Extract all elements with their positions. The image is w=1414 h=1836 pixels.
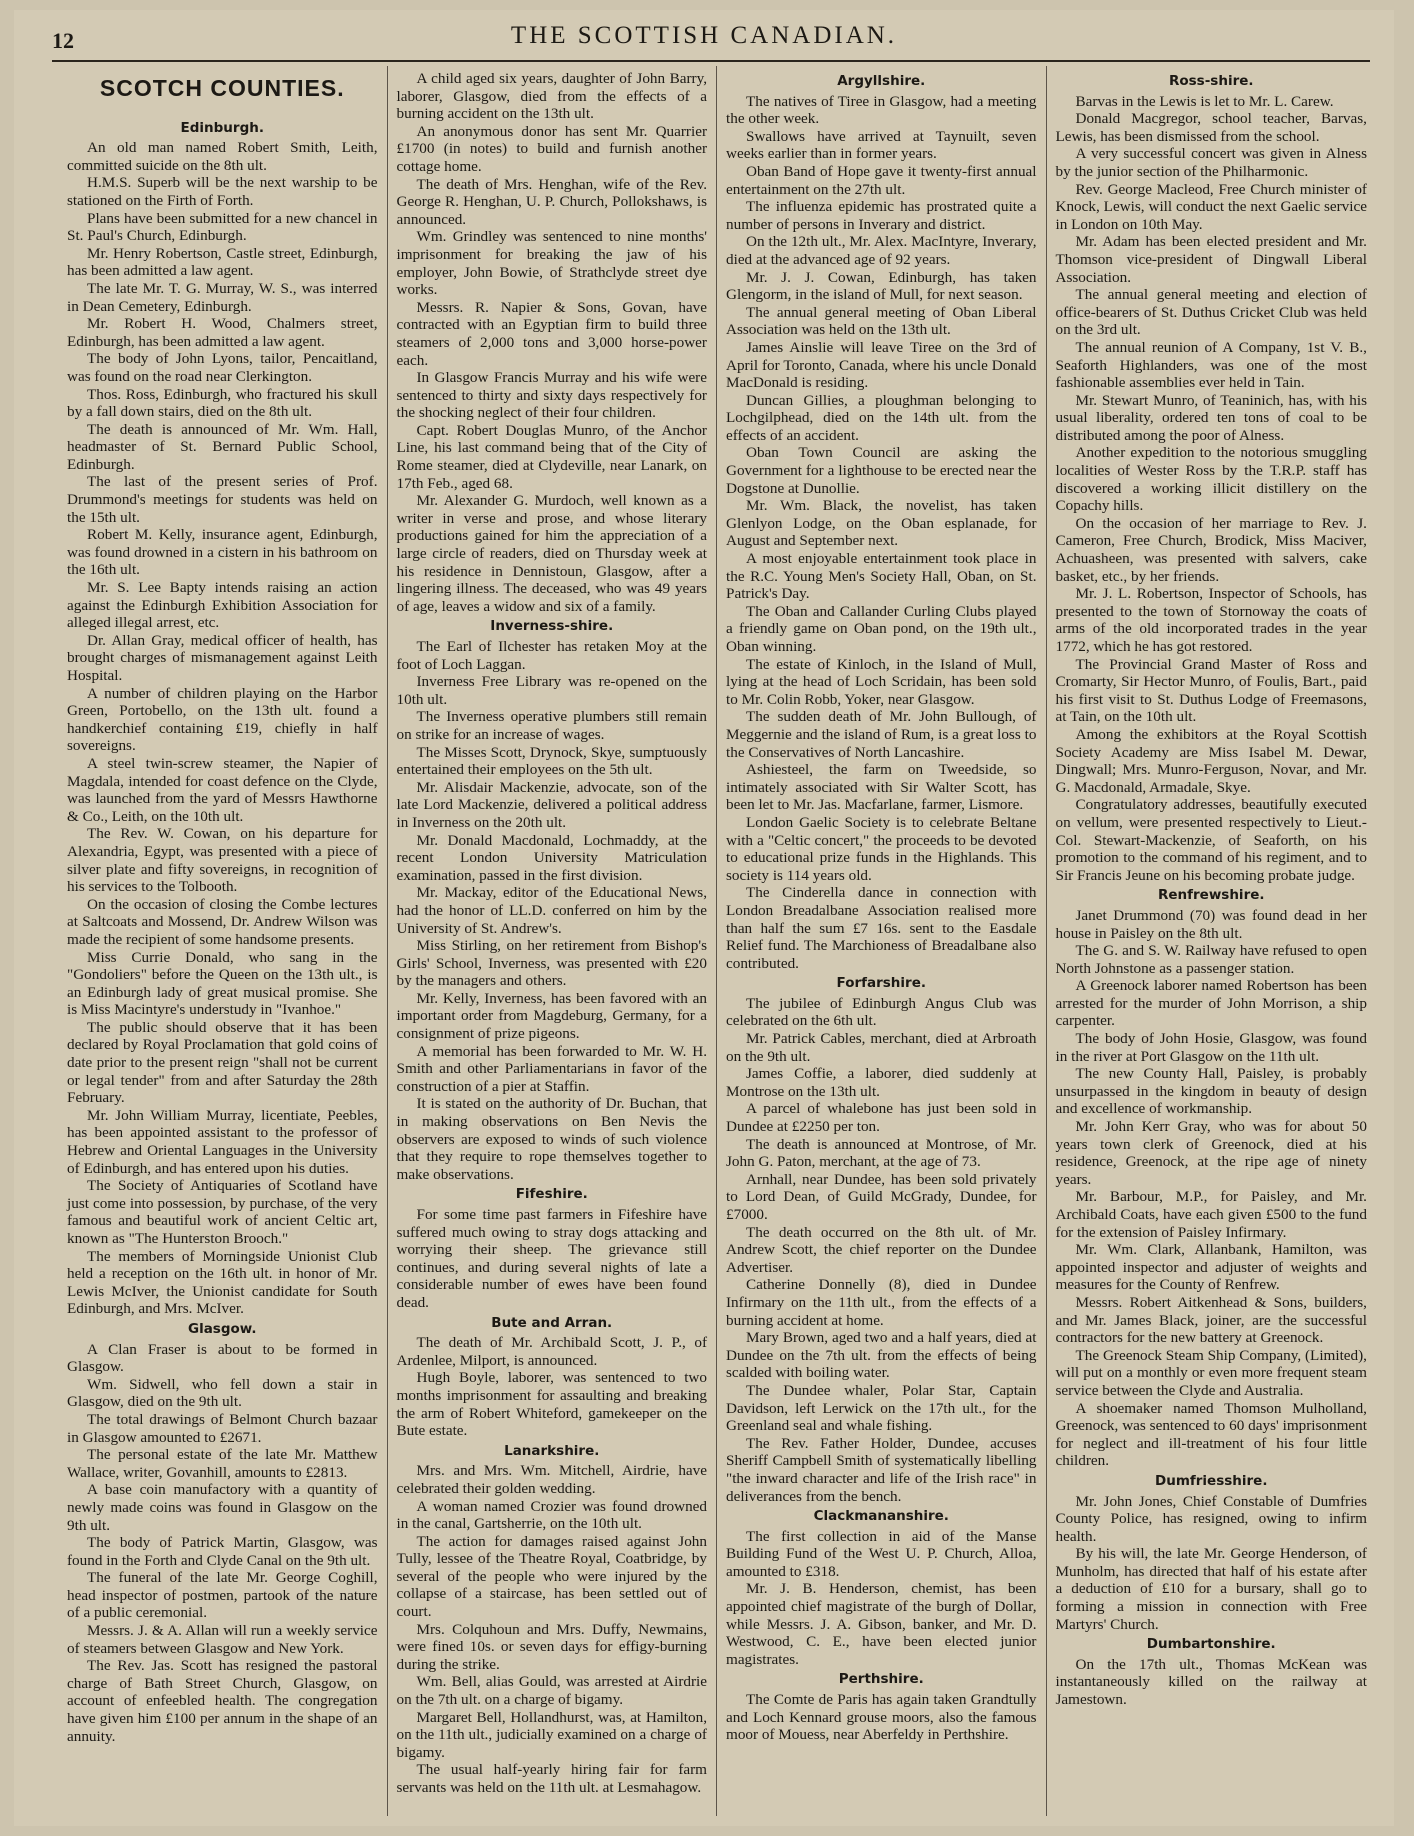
- news-item: James Ainslie will leave Tiree on the 3rd of April for Toronto, Canada, where his uncle Donald MacDonald is residing.: [726, 338, 1037, 392]
- news-item: Wm. Sidwell, who fell down a stair in Glasgow, died on the 9th ult.: [67, 1375, 378, 1411]
- news-item: Mrs. Colquhoun and Mrs. Duffy, Newmains, were fined 10s. or seven days for effigy-burning during the strike.: [396, 1620, 707, 1673]
- news-item: The Earl of Ilchester has retaken Moy at the foot of Loch Laggan.: [396, 638, 707, 673]
- news-item: Arnhall, near Dundee, has been sold privately to Lord Dean, of Guild McGrady, Dundee, for £7000.: [726, 1170, 1037, 1223]
- news-item: Mr. Alexander G. Murdoch, well known as a writer in verse and prose, and whose literary productions gained for him the appreciation of a large circle of readers, died on Thursday week at his residence in Dennistoun, Glasgow, after a lingering illness. The deceased, who was 49 years of age, leaves a widow and six of a family.: [396, 492, 707, 615]
- news-item: The Comte de Paris has again taken Grandtully and Loch Kennard grouse moors, also the famous moor of Mouess, near Aberfeldy in Perthshire.: [726, 1691, 1037, 1744]
- news-item: On the occasion of her marriage to Rev. J. Cameron, Free Church, Brodick, Miss Maciver, Achuasheen, was presented with salvers, cake basket, etc., by her friends.: [1055, 514, 1367, 585]
- news-item: The new County Hall, Paisley, is probably unsurpassed in the kingdom in beauty of design and excellence of workmanship.: [1055, 1065, 1367, 1118]
- news-item: London Gaelic Society is to celebrate Beltane with a "Celtic concert," the proceeds to be devoted to educational prize funds in the Highlands. This society is 114 years old.: [726, 813, 1037, 884]
- news-item: Catherine Donnelly (8), died in Dundee Infirmary on the 11th ult., from the effects of a burning accident at home.: [726, 1276, 1037, 1329]
- county-heading: Inverness-shire.: [490, 618, 614, 635]
- news-item: Plans have been submitted for a new chancel in St. Paul's Church, Edinburgh.: [67, 209, 378, 245]
- news-item: The G. and S. W. Railway have refused to open North Johnstone as a passenger station.: [1055, 942, 1367, 977]
- news-item: On the occasion of closing the Combe lectures at Saltcoats and Mossend, Dr. Andrew Wilson was made the recipient of some handsome presents.: [67, 895, 378, 948]
- news-item: Janet Drummond (70) was found dead in her house in Paisley on the 8th ult.: [1055, 906, 1367, 942]
- county-heading: Ross-shire.: [1168, 73, 1254, 89]
- news-item: The public should observe that it has been declared by Royal Proclamation that gold coins of date prior to the present reign "shall not be current or legal tender" from and after Saturday the 28th February.: [67, 1018, 378, 1107]
- masthead-rule: [52, 60, 1370, 62]
- page-number: 12: [52, 28, 74, 53]
- news-item: The funeral of the late Mr. George Coghill, head inspector of postmen, partook of the nature of a public ceremonial.: [67, 1569, 378, 1622]
- news-item: The annual general meeting of Oban Liberal Association was held on the 13th ult.: [726, 303, 1037, 339]
- county-heading: Renfrewshire.: [1157, 887, 1265, 904]
- news-item: The jubilee of Edinburgh Angus Club was celebrated on the 6th ult.: [726, 994, 1037, 1030]
- newspaper-title: THE SCOTTISH CANADIAN.: [510, 22, 898, 49]
- news-item: A shoemaker named Thomson Mulholland, Greenock, was sentenced to 60 days' imprisonment for neglect and ill-treatment of his four little children.: [1055, 1399, 1367, 1470]
- news-item: Messrs. Robert Aitkenhead & Sons, builders, and Mr. James Black, joiner, are the successful contractors for the new battery at Greenock.: [1055, 1293, 1367, 1347]
- news-item: Congratulatory addresses, beautifully executed on vellum, were presented respectively to Lieut.-Col. Stewart-Mackenzie, of Seaforth, on his promotion to the command of his regiment, and to Sir Francis Jeune on his becoming probate judge.: [1055, 796, 1367, 884]
- news-item: Barvas in the Lewis is let to Mr. L. Carew.: [1075, 92, 1334, 110]
- news-item: Dr. Allan Gray, medical officer of health, has brought charges of mismanagement against Leith Hospital.: [67, 631, 378, 684]
- news-item: The death occurred on the 8th ult. of Mr. Andrew Scott, the chief reporter on the Dundee Advertiser.: [726, 1223, 1037, 1276]
- news-item: A Greenock laborer named Robertson has been arrested for the murder of John Morrison, a ship carpenter.: [1055, 977, 1367, 1030]
- news-item: The sudden death of Mr. John Bullough, of Meggernie and the island of Rum, is a great loss to the Conservatives of North Lancashire.: [726, 708, 1037, 761]
- news-item: Margaret Bell, Hollandhurst, was, at Hamilton, on the 11th ult., judicially examined on a charge of bigamy.: [396, 1708, 707, 1761]
- news-item: The annual general meeting and election of office-bearers of St. Duthus Cricket Club was held on the 3rd ult.: [1055, 286, 1367, 339]
- news-item: For some time past farmers in Fifeshire have suffered much owing to stray dogs attacking and worrying their sheep. The grievance still continues, and during several nights of late a considerable number of ewes have been found dead.: [396, 1206, 707, 1311]
- news-item: The late Mr. T. G. Murray, W. S., was interred in Dean Cemetery, Edinburgh.: [67, 279, 378, 315]
- news-item: Oban Band of Hope gave it twenty-first annual entertainment on the 27th ult.: [726, 162, 1037, 198]
- news-item: Mr. Henry Robertson, Castle street, Edinburgh, has been admitted a law agent.: [67, 244, 378, 280]
- news-item: A most enjoyable entertainment took place in the R.C. Young Men's Society Hall, Oban, on St. Patrick's Day.: [726, 550, 1037, 603]
- news-item: Another expedition to the notorious smuggling localities of Wester Ross by the T.R.P. staff has discovered a working illicit distillery on the Copachy hills.: [1055, 444, 1367, 515]
- news-item: A steel twin-screw steamer, the Napier of Magdala, intended for coast defence on the Clyde, was launched from the yard of Messrs Hawthorne & Co., Leith, on the 10th ult.: [67, 754, 378, 825]
- news-item: The Greenock Steam Ship Company, (Limited), will put on a monthly or even more frequent steam service between the Clyde and Australia.: [1055, 1346, 1367, 1399]
- news-item: Mr. Kelly, Inverness, has been favored with an important order from Magdeburg, Germany, for a consignment of prize pigeons.: [396, 989, 707, 1043]
- news-item: Mr. John William Murray, licentiate, Peebles, has been appointed assistant to the professor of Hebrew and Oriental Languages in the University of Edinburgh, and has entered upon his duties.: [67, 1106, 378, 1177]
- news-item: An anonymous donor has sent Mr. Quarrier £1700 (in notes) to build and furnish another cottage home.: [396, 122, 707, 175]
- news-item: In Glasgow Francis Murray and his wife were sentenced to thirty and sixty days respectively for the shocking neglect of their four children.: [396, 369, 707, 422]
- county-heading: Argyllshire.: [837, 73, 926, 89]
- news-item: Mr. J. B. Henderson, chemist, has been appointed chief magistrate of the burgh of Dollar, while Messrs. J. A. Gibson, banker, and Mr. D. Westwood, C. E., have been elected junior magistrates.: [726, 1580, 1037, 1668]
- news-item: Oban Town Council are asking the Government for a lighthouse to be erected near the Dogstone at Dunollie.: [726, 444, 1037, 497]
- news-item: Mary Brown, aged two and a half years, died at Dundee on the 7th ult. from the effects of being scalded with boiling water.: [726, 1329, 1037, 1382]
- news-item: Mr. Robert H. Wood, Chalmers street, Edinburgh, has been admitted a law agent.: [67, 315, 378, 350]
- news-item: Messrs. R. Napier & Sons, Govan, have contracted with an Egyptian firm to build three steamers of 2,000 tons and 3,000 horse-power each.: [396, 298, 707, 369]
- news-item: Wm. Grindley was sentenced to nine months' imprisonment for breaking the jaw of his employer, John Bowie, of Strathclyde street dye works.: [396, 228, 707, 299]
- columns: [58, 66, 1376, 1816]
- news-item: The usual half-yearly hiring fair for farm servants was held on the 11th ult. at Lesmahagow.: [396, 1761, 707, 1796]
- news-item: A number of children playing on the Harbor Green, Portobello, on the 13th ult. found a handkerchief containing £19, chiefly in half sovereigns.: [67, 684, 378, 755]
- news-item: Mr. John Kerr Gray, who was for about 50 years town clerk of Greenock, died at his residence, Greenock, at the ripe age of ninety years.: [1055, 1118, 1367, 1188]
- news-item: The natives of Tiree in Glasgow, had a meeting the other week.: [726, 92, 1037, 128]
- news-item: Mr. S. Lee Bapty intends raising an action against the Edinburgh Exhibition Association for alleged illegal arrest, etc.: [67, 579, 378, 632]
- news-item: The death of Mrs. Henghan, wife of the Rev. George R. Henghan, U. P. Church, Pollokshaws, is announced.: [396, 175, 707, 228]
- county-heading: Dumbartonshire.: [1146, 1636, 1276, 1653]
- news-item: Mr. Mackay, editor of the Educational News, had the honor of LL.D. conferred on him by the University of St. Andrew's.: [396, 884, 707, 937]
- news-item: Swallows have arrived at Taynuilt, seven weeks earlier than in former years.: [726, 127, 1037, 163]
- news-item: Hugh Boyle, laborer, was sentenced to two months imprisonment for assaulting and breaking the arm of Robert Whiteford, gamekeeper on the Bute estate.: [396, 1369, 707, 1440]
- news-item: The body of John Hosie, Glasgow, was found in the river at Port Glasgow on the 11th ult.: [1055, 1030, 1367, 1065]
- column-1: [58, 66, 388, 1816]
- news-item: The action for damages raised against John Tully, lessee of the Theatre Royal, Coatbridge, by several of the people who were injured by the collapse of a staircase, has been settled out of court.: [396, 1532, 707, 1621]
- county-heading: Glasgow.: [187, 1320, 257, 1337]
- news-item: The Rev. W. Cowan, on his departure for Alexandria, Egypt, was presented with a piece of silver plate and fifty sovereigns, in recognition of his services to the Tolbooth.: [67, 825, 378, 896]
- news-item: Thos. Ross, Edinburgh, who fractured his skull by a fall down stairs, died on the 8th ult.: [67, 385, 378, 421]
- news-item: The Society of Antiquaries of Scotland have just come into possession, by purchase, of the very famous and beautiful work of ancient Celtic art, known as "The Hunterston Brooch.": [67, 1177, 378, 1247]
- news-item: Wm. Bell, alias Gould, was arrested at Airdrie on the 7th ult. on a charge of bigamy.: [396, 1673, 707, 1709]
- news-item: Miss Currie Donald, who sang in the "Gondoliers" before the Queen on the 13th ult., is an Edinburgh lady of great musical promise. She is Miss Macintyre's understudy in "Ivanhoe.": [67, 948, 378, 1019]
- newspaper-page: [14, 10, 1394, 1826]
- news-item: A base coin manufactory with a quantity of newly made coins was found in Glasgow on the 9th ult.: [67, 1481, 378, 1534]
- news-item: A woman named Crozier was found drowned in the canal, Gartsherrie, on the 10th ult.: [396, 1497, 707, 1533]
- news-item: On the 12th ult., Mr. Alex. MacIntyre, Inverary, died at the advanced age of 92 years.: [726, 233, 1037, 268]
- news-item: A memorial has been forwarded to Mr. W. H. Smith and other Parliamentarians in favor of the construction of a pier at Staffin.: [396, 1042, 707, 1095]
- news-item: Mr. Patrick Cables, merchant, died at Arbroath on the 9th ult.: [726, 1030, 1037, 1065]
- news-item: The Cinderella dance in connection with London Breadalbane Association realised more than half the sum £7 16s. sent to the Easdale Relief fund. The Marchioness of Breadalbane also contributed.: [726, 884, 1037, 972]
- news-item: The Dundee whaler, Polar Star, Captain Davidson, left Lerwick on the 17th ult., for the Greenland seal and whale fishing.: [726, 1381, 1037, 1435]
- county-heading: Perthshire.: [838, 1671, 924, 1688]
- news-item: The annual reunion of A Company, 1st V. B., Seaforth Highlanders, was one of the most fashionable assemblies ever held in Tain.: [1055, 338, 1367, 392]
- county-heading: Forfarshire.: [836, 975, 926, 992]
- column-2: [388, 66, 718, 1816]
- county-heading: Clackmananshire.: [813, 1508, 949, 1525]
- news-item: Mr. John Jones, Chief Constable of Dumfries County Police, has resigned, owing to infirm health.: [1055, 1492, 1367, 1545]
- news-item: The death is announced at Montrose, of Mr. John G. Paton, merchant, at the age of 73.: [726, 1135, 1037, 1171]
- news-item: Mr. Barbour, M.P., for Paisley, and Mr. Archibald Coats, have each given £500 to the fund for the extension of Paisley Infirmary.: [1055, 1188, 1367, 1241]
- county-heading: Lanarkshire.: [504, 1442, 600, 1459]
- masthead: [14, 10, 1394, 62]
- news-item: It is stated on the authority of Dr. Buchan, that in making observations on Ben Nevis the observers are exposed to winds of such violence that they require to rope themselves together to make observations.: [396, 1095, 707, 1183]
- news-item: By his will, the late Mr. George Henderson, of Munholm, has directed that half of his estate after a deduction of £10 for a bursary, shall go to forming a mission in connection with Free Martyrs' Church.: [1055, 1545, 1367, 1633]
- news-item: A Clan Fraser is about to be formed in Glasgow.: [67, 1340, 378, 1376]
- news-item: The last of the present series of Prof. Drummond's meetings for students was held on the 15th ult.: [67, 473, 378, 526]
- news-item: Mr. J. J. Cowan, Edinburgh, has taken Glengorm, in the island of Mull, for next season.: [726, 268, 1037, 304]
- news-item: The influenza epidemic has prostrated quite a number of persons in Inverary and district.: [726, 198, 1037, 233]
- news-item: Mr. J. L. Robertson, Inspector of Schools, has presented to the town of Stornoway the coats of arms of the old incorporated trades in the year 1772, which he has got restored.: [1055, 585, 1367, 655]
- news-item: The body of Patrick Martin, Glasgow, was found in the Forth and Clyde Canal on the 9th ult.: [67, 1534, 378, 1569]
- news-item: The Misses Scott, Drynock, Skye, sumptuously entertained their employees on the 5th ult.: [396, 743, 707, 779]
- news-item: Donald Macgregor, school teacher, Barvas, Lewis, has been dismissed from the school.: [1055, 110, 1367, 145]
- news-item: James Coffie, a laborer, died suddenly at Montrose on the 13th ult.: [726, 1065, 1037, 1100]
- news-item: A very successful concert was given in Alness by the junior section of the Philharmonic.: [1055, 145, 1367, 180]
- news-item: The Provincial Grand Master of Ross and Cromarty, Sir Hector Munro, of Foulis, Bart., paid his first visit to St. Duthus Lodge of Freemasons, at Tain, on the 10th ult.: [1055, 655, 1367, 726]
- news-item: The death of Mr. Archibald Scott, J. P., of Ardenlee, Milport, is announced.: [396, 1334, 707, 1369]
- news-item: An old man named Robert Smith, Leith, committed suicide on the 8th ult.: [67, 139, 378, 174]
- news-item: A child aged six years, daughter of John Barry, laborer, Glasgow, died from the effects of a burning accident on the 13th ult.: [396, 70, 707, 123]
- news-item: Ashiesteel, the farm on Tweedside, so intimately associated with Sir Walter Scott, has been let to Mr. Jas. Macfarlane, farmer, Lismore.: [726, 761, 1037, 814]
- news-item: The body of John Lyons, tailor, Pencaitland, was found on the road near Clerkington.: [67, 350, 378, 385]
- news-item: The Rev. Father Holder, Dundee, accuses Sheriff Campbell Smith of systematically libelling "the inward character and life of the Irish race" in deliverances from the bench.: [726, 1434, 1037, 1505]
- news-item: Duncan Gillies, a ploughman belonging to Lochgilphead, died on the 14th ult. from the effects of an accident.: [726, 391, 1037, 444]
- news-item: Among the exhibitors at the Royal Scottish Society Academy are Miss Isabel M. Dewar, Dingwall; Mrs. Munro-Ferguson, Novar, and Mr. G. Macdonald, Armadale, Skye.: [1055, 725, 1367, 796]
- news-item: The members of Morningside Unionist Club held a reception on the 16th ult. in honor of Mr. Lewis McIver, the Unionist candidate for South Edinburgh, and Mrs. McIver.: [67, 1247, 378, 1318]
- news-item: The death is announced of Mr. Wm. Hall, headmaster of St. Bernard Public School, Edinburgh.: [67, 420, 378, 473]
- news-item: Mrs. and Mrs. Wm. Mitchell, Airdrie, have celebrated their golden wedding.: [396, 1462, 707, 1497]
- news-item: The personal estate of the late Mr. Matthew Wallace, writer, Govanhill, amounts to £2813.: [67, 1446, 378, 1481]
- news-item: Mr. Alisdair Mackenzie, advocate, son of the late Lord Mackenzie, delivered a political address in Inverness on the 20th ult.: [396, 778, 707, 831]
- news-item: The total drawings of Belmont Church bazaar in Glasgow amounted to £2671.: [67, 1410, 378, 1446]
- county-heading: Dumfriesshire.: [1155, 1472, 1268, 1489]
- news-item: Rev. George Macleod, Free Church minister of Knock, Lewis, will conduct the next Gaelic service in London on 10th May.: [1055, 180, 1367, 233]
- section-title: SCOTCH COUNTIES.: [99, 75, 345, 101]
- news-item: Mr. Adam has been elected president and Mr. Thomson vice-president of Dingwall Liberal Association.: [1055, 233, 1367, 286]
- news-item: Inverness Free Library was re-opened on the 10th ult.: [396, 673, 707, 708]
- column-4: [1047, 66, 1376, 1816]
- county-heading: Fifeshire.: [515, 1186, 588, 1203]
- news-item: The Inverness operative plumbers still remain on strike for an increase of wages.: [396, 708, 707, 743]
- news-item: The estate of Kinloch, in the Island of Mull, lying at the head of Loch Scridain, has been sold to Mr. Colin Robb, Yoker, near Glasgow.: [726, 655, 1037, 708]
- news-item: Miss Stirling, on her retirement from Bishop's Girls' School, Inverness, was presented with £20 by the managers and others.: [396, 937, 707, 990]
- news-item: The Oban and Callander Curling Clubs played a friendly game on Oban pond, on the 19th ult., Oban winning.: [726, 602, 1037, 655]
- news-item: Mr. Wm. Clark, Allanbank, Hamilton, was appointed inspector and adjuster of weights and measures for the County of Renfrew.: [1055, 1241, 1367, 1294]
- news-item: The first collection in aid of the Manse Building Fund of the West U. P. Church, Alloa, amounted to £318.: [726, 1527, 1037, 1580]
- news-item: A parcel of whalebone has just been sold in Dundee at £2250 per ton.: [726, 1100, 1037, 1136]
- county-heading: Edinburgh.: [180, 119, 264, 136]
- news-item: Messrs. J. & A. Allan will run a weekly service of steamers between Glasgow and New York.: [67, 1622, 378, 1657]
- news-item: Mr. Donald Macdonald, Lochmaddy, at the recent London University Matriculation examination, passed in the first division.: [396, 831, 707, 884]
- column-3: [717, 66, 1047, 1816]
- county-heading: Bute and Arran.: [491, 1314, 613, 1331]
- news-item: Capt. Robert Douglas Munro, of the Anchor Line, his last command being that of the City of Rome steamer, died at Clydeville, near Lanark, on 17th Feb., aged 68.: [396, 421, 707, 492]
- news-item: Robert M. Kelly, insurance agent, Edinburgh, was found drowned in a cistern in his bathroom on the 16th ult.: [67, 526, 378, 579]
- news-item: Mr. Wm. Black, the novelist, has taken Glenlyon Lodge, on the Oban esplanade, for August and September next.: [726, 497, 1037, 550]
- news-item: Mr. Stewart Munro, of Teaninich, has, with his usual liberality, ordered ten tons of coal to be distributed among the poor of Alness.: [1055, 391, 1367, 444]
- news-item: On the 17th ult., Thomas McKean was instantaneously killed on the railway at Jamestown.: [1055, 1655, 1367, 1709]
- news-item: The Rev. Jas. Scott has resigned the pastoral charge of Bath Street Church, Glasgow, on account of enfeebled health. The congregation have given him £100 per annum in the shape of an annuity.: [67, 1657, 378, 1745]
- news-item: H.M.S. Superb will be the next warship to be stationed on the Firth of Forth.: [67, 174, 378, 209]
